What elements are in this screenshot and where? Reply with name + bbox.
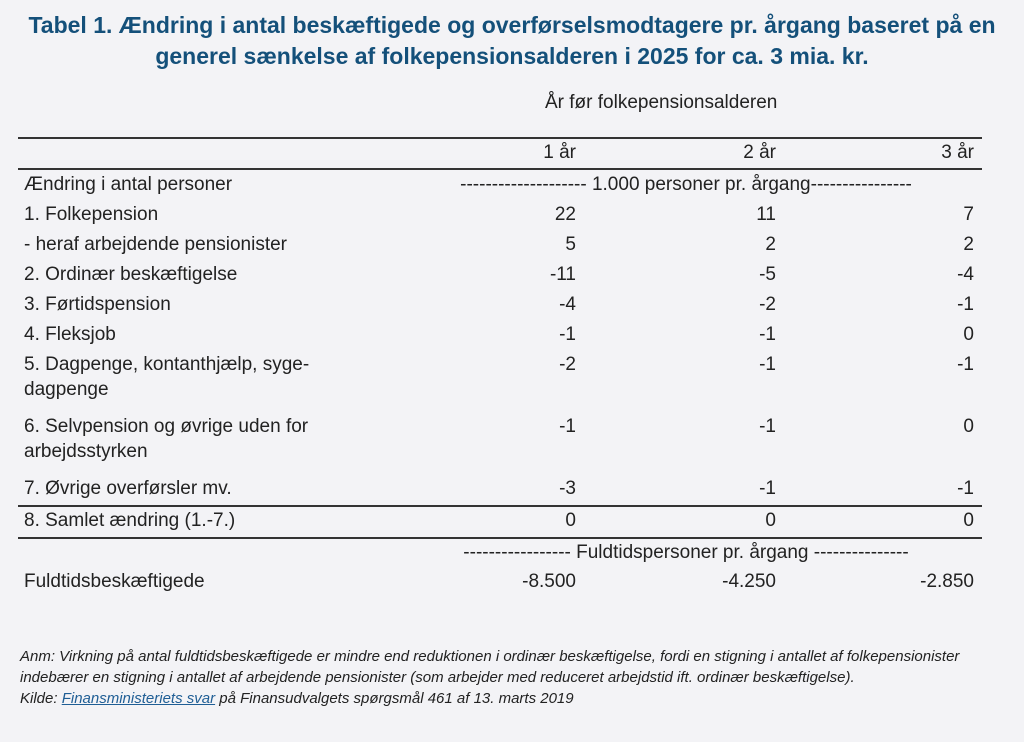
cell: -1 — [759, 478, 776, 499]
cell: 0 — [963, 416, 974, 437]
cell: -11 — [549, 264, 576, 285]
cell: -3 — [559, 478, 576, 499]
column-header: 2 år — [743, 142, 776, 163]
cell: 7 — [963, 204, 974, 225]
row-label: 5. Dagpenge, kontanthjælp, syge-dagpenge — [24, 354, 310, 400]
cell: 0 — [963, 510, 974, 531]
cell: -1 — [957, 354, 974, 375]
row-label: 7. Øvrige overførsler mv. — [24, 478, 232, 499]
divider — [18, 137, 982, 139]
cell: 2 — [963, 234, 974, 255]
cell: -8.500 — [522, 571, 576, 592]
row-label: 6. Selvpension og øvrige uden for arbejdsstyrken — [24, 416, 309, 462]
row-label: 1. Folkepension — [24, 204, 159, 225]
note-text: Anm: Virkning på antal fuldtidsbeskæftigede er mindre end reduktionen i ordinær beskæftigelse, fordi en stigning i antallet af folkepensionister indebærer en stigning i antallet af arbejdende pensionister (som arbejder med reduceret arbejdstid ift. ordinær beskæftigelse). — [20, 648, 960, 686]
column-header: 1 år — [543, 142, 576, 163]
source-line — [20, 688, 1010, 709]
unit-label: ----------------- Fuldtidspersoner pr. årgang --------------- — [463, 542, 909, 563]
cell: 2 — [765, 234, 776, 255]
cell: 0 — [963, 324, 974, 345]
divider — [18, 168, 982, 170]
cell: -2 — [559, 354, 576, 375]
cell: -2.850 — [920, 571, 974, 592]
column-super-header: År før folkepensionsalderen — [545, 92, 778, 113]
cell: -1 — [957, 478, 974, 499]
source-link[interactable]: Finansministeriets svar — [61, 690, 216, 707]
row-label: 8. Samlet ændring (1.-7.) — [24, 510, 236, 531]
cell: -4.250 — [722, 571, 776, 592]
cell: -1 — [759, 416, 776, 437]
row-label: 3. Førtidspension — [24, 294, 171, 315]
cell: 5 — [565, 234, 576, 255]
source-prefix: Kilde: — [20, 690, 62, 707]
section-label: Ændring i antal personer — [24, 174, 233, 195]
cell: -4 — [559, 294, 576, 315]
cell: -1 — [559, 324, 576, 345]
row-label: Fuldtidsbeskæftigede — [24, 571, 205, 592]
cell: -5 — [759, 264, 776, 285]
unit-label: -------------------- 1.000 personer pr. årgang---------------- — [460, 174, 912, 195]
cell: 22 — [554, 204, 576, 225]
cell: 0 — [565, 510, 576, 531]
table-note — [20, 646, 1010, 709]
column-header: 3 år — [941, 142, 974, 163]
cell: -1 — [759, 354, 776, 375]
cell: 11 — [756, 204, 776, 225]
cell: -4 — [957, 264, 974, 285]
cell: -1 — [759, 324, 776, 345]
table-title: Tabel 1. Ændring i antal beskæftigede og overførselsmodtagere pr. årgang baseret på en generel sænkelse af folkepensionsalderen i 2025 for ca. 3 mia. kr. — [28, 12, 996, 69]
divider — [18, 537, 982, 539]
row-label: - heraf arbejdende pensionister — [24, 234, 288, 255]
cell: -1 — [957, 294, 974, 315]
cell: -2 — [759, 294, 776, 315]
row-label: 2. Ordinær beskæftigelse — [24, 264, 238, 285]
divider — [18, 505, 982, 507]
row-label: 4. Fleksjob — [24, 324, 116, 345]
cell: 0 — [765, 510, 776, 531]
source-suffix: på Finansudvalgets spørgsmål 461 af 13. marts 2019 — [215, 690, 574, 707]
cell: -1 — [559, 416, 576, 437]
